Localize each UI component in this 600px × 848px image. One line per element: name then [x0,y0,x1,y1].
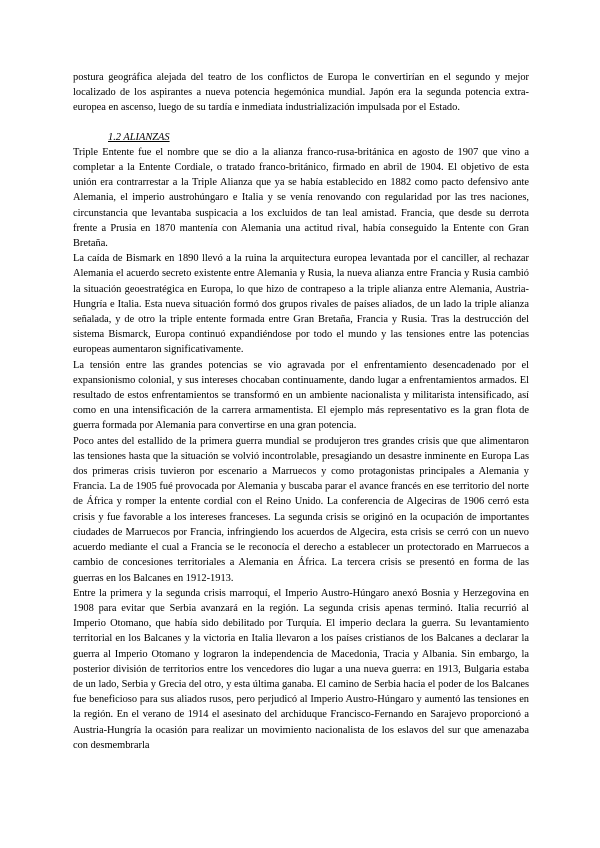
paragraph-bismark: La caída de Bismark en 1890 llevó a la ruina la arquitectura europea levantada por el canciller, al rechazar Alemania el acuerdo secreto existente entre Alemania y Rusia, la nueva alianza entre Francia y Rusia cambió la situación geoestratégica en Europa, lo que hizo de contrapeso a la triple alianza entre Alemania, Austria-Hungría e Italia. Esta nueva situación formó dos grupos rivales de países aliados, de un lado la triple alianza señalada, y de otro la triple entente formada entre Gran Bretaña, Francia y Rusia. Tras la destrucción del sistema Bismarck, Europa continuó expandiéndose por todo el mundo y las tensiones entre las potencias europeas aumentaron significativamente. [73,253,529,356]
paragraph-balkans: Entre la primera y la segunda crisis marroquí, el Imperio Austro-Húngaro anexó Bosnia y Herzegovina en 1908 para evitar que Serbia avanzará en la región. La segunda crisis apenas terminó. Italia recurrió al Imperio Otomano, que había sido debilitado por Turquía. El imperio declara la guerra. Su levantamiento territorial en los Balcanes y la victoria en Italia llevaron a los países cristianos de los Balcanes a declarar la guerra al Imperio Otomano y lograron la independencia de Macedonia, Tracia y Albania. Sin embargo, la posterior división de territorios entre los vencedores dio lugar a una nueva guerra: en 1913, Bulgaria estaba de un lado, Serbia y Grecia del otro, y esta última ganaba. El camino de Serbia hacia el poder de los Balcanes fue beneficioso para sus aliados rusos, pero perjudicó al Imperio Austro-Húngaro y aumentó las tensiones en la región. En el verano de 1914 el asesinato del archiduque Francisco-Fernando en Sarajevo proporcionó a Austria-Hungría la ocasión para realizar un movimiento nacionalista de los eslavos del sur que amenazaba con desmembrarla [73,587,529,751]
section-heading: 1.2 ALIANZAS [108,131,170,143]
intro-paragraph: postura geográfica alejada del teatro de los conflictos de Europa le convertirían en el segundo y mejor localizado de los aspirantes a nueva potencia hegemónica mundial. Japón era la segunda potencia extra-europea en ascenso, luego de su tardía e inmediata industrialización impulsada por el Estado. [73,72,529,114]
paragraph-triple-entente: Triple Entente fue el nombre que se dio a la alianza franco-rusa-británica en agosto de 1907 que vino a completar a la Entente Cordiale, o tratado franco-británico, firmado en abril de 1904. El objetivo de esta unión era contrarrestar a la Triple Alianza que ya se había establecido en 1882 como pacto defensivo ante Alemania, el imperio austrohúngaro e Italia y se venía renovando con regularidad por las tres naciones, circunstancia que levantaba suspicacia a los excluidos de tan leal amistad. Francia, que desde su derrota frente a Prusia en 1870 mantenía con Alemania una actitud rival, había conseguido la Entente con Gran Bretaña. [73,146,529,250]
paragraph-crisis: Poco antes del estallido de la primera guerra mundial se produjeron tres grandes crisis que que alimentaron las tensiones hasta que la situación se volvió incontrolable, presagiando un desastre inminente en Europa Las dos primeras crisis tuvieron por escenario a Marruecos y como protagonistas principales a Alemania y Francia. La de 1905 fué provocada por Alemania y buscaba parar el avance francés en ese territorio del norte de África y romper la entente cordial con el Reino Unido. La conferencia de Algeciras de 1906 cerró esta crisis y fue favorable a los intereses franceses. La segunda crisis se originó en la ocupación de importantes ciudades de Marruecos por Francia, infringiendo los acuerdos de Algecira, esta crisis se cerró con un nuevo acuerdo mediante el cual a Francia se le reconocía el derecho a establecer un protectorado en Marruecos a cambio de concesiones territoriales a Alemania en África. La tercera crisis se presentó en forma de las guerras en los Balcanes en 1912-1913. [73,435,529,584]
document-page [73,70,529,753]
paragraph-tension: La tensión entre las grandes potencias se vio agravada por el enfrentamiento desencadenado por el expansionismo colonial, y sus intereses chocaban continuamente, dando lugar a enfrentamientos armados. El resultado de estos enfrentamientos se transformó en un ambiente nacionalista y militarista intensificado, así como en una intensificación de la carrera armamentista. El ejemplo más representativo es la gran flota de guerra formada por Alemania para convertirse en una gran potencia. [73,359,529,432]
